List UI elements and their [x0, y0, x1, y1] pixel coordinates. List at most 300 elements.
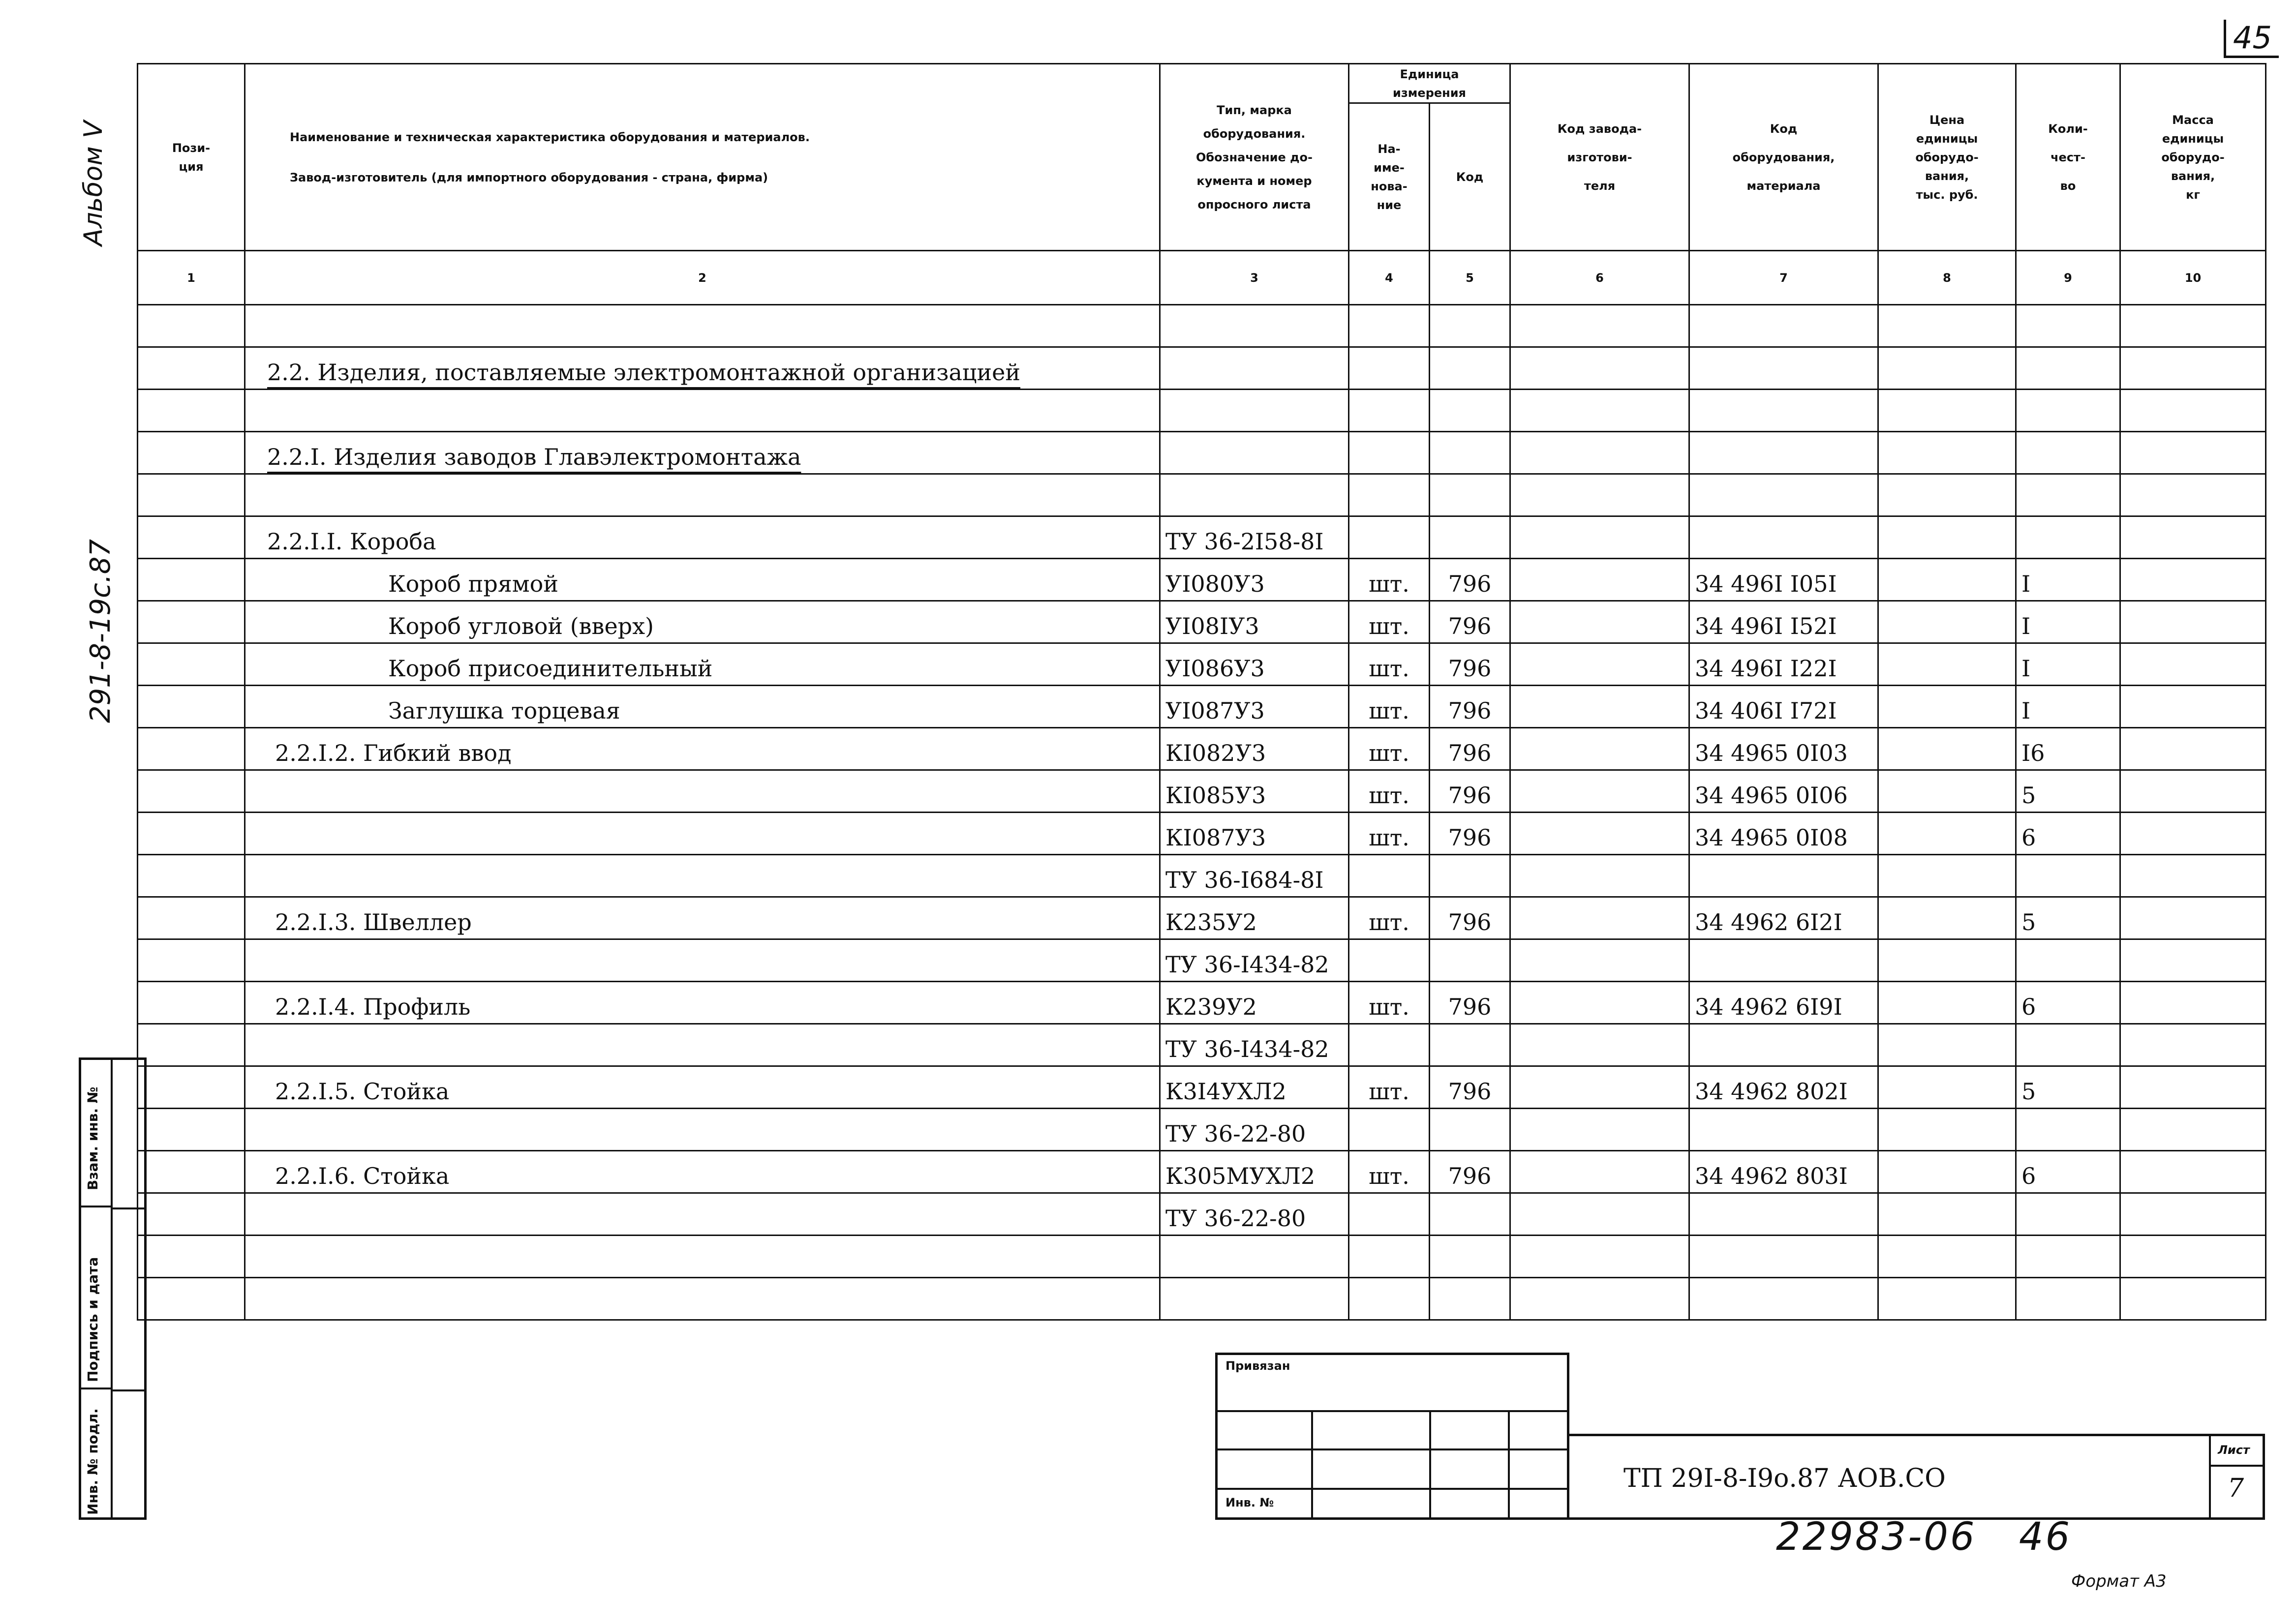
cell-name — [245, 1278, 1160, 1320]
cell-mass — [2120, 390, 2266, 432]
cell-quantity — [2016, 1151, 2120, 1193]
cell-unit-code-text: 796 — [1448, 655, 1492, 682]
page-stamp — [2224, 20, 2279, 58]
cell-position — [138, 1066, 245, 1109]
page-stamp-text: 45 — [2233, 20, 2272, 56]
cell-quantity — [2016, 1278, 2120, 1320]
cell-unit-code — [1430, 559, 1510, 601]
cell-material-code — [1689, 516, 1878, 559]
header-type — [1160, 64, 1349, 251]
cell-name — [245, 982, 1160, 1024]
cell-material-code-text: 34 496I I52I — [1695, 613, 1837, 639]
cell-material-code-text: 34 4962 6I9I — [1695, 994, 1842, 1020]
cell-quantity-text: I6 — [2021, 740, 2045, 766]
cell-mass — [2120, 939, 2266, 982]
header-unit-code — [1430, 103, 1510, 251]
cell-mass — [2120, 1024, 2266, 1066]
cell-name-text: 2.2.I.4. Профиль — [275, 994, 471, 1020]
cell-material-code — [1689, 982, 1878, 1024]
cell-type — [1160, 770, 1349, 813]
cell-unit-code-text: 796 — [1448, 740, 1492, 766]
cell-unit-name — [1349, 347, 1430, 390]
strip-label-inventory: Инв. № подл. — [85, 1408, 101, 1515]
cell-unit-name-text: шт. — [1369, 994, 1409, 1020]
header-row — [138, 64, 2266, 103]
cell-unit-name — [1349, 1024, 1430, 1066]
cell-unit-name — [1349, 559, 1430, 601]
cell-quantity — [2016, 390, 2120, 432]
col-number: 7 — [1689, 251, 1878, 305]
cell-unit-code-text: 796 — [1448, 697, 1492, 724]
cell-plant-code — [1510, 516, 1689, 559]
table-row — [138, 728, 2266, 770]
cell-name — [245, 516, 1160, 559]
col-number: 8 — [1878, 251, 2016, 305]
cell-mass — [2120, 516, 2266, 559]
cell-material-code — [1689, 305, 1878, 347]
cell-name — [245, 1151, 1160, 1193]
table-row — [138, 1024, 2266, 1066]
cell-material-code-text: 34 496I I22I — [1695, 655, 1837, 682]
cell-material-code — [1689, 347, 1878, 390]
cell-type-text: ТУ 36-I434-82 — [1165, 951, 1329, 978]
cell-name-text: Короб угловой (вверх) — [388, 613, 654, 639]
cell-unit-code — [1430, 1193, 1510, 1236]
strip-label-replace: Взам. инв. № — [85, 1086, 101, 1190]
cell-name-text: 2.2.I.6. Стойка — [275, 1163, 450, 1189]
table-row — [138, 686, 2266, 728]
cell-unit-code-text: 796 — [1448, 613, 1492, 639]
cell-unit-code — [1430, 643, 1510, 686]
cell-material-code — [1689, 1109, 1878, 1151]
cell-material-code — [1689, 432, 1878, 474]
cell-unit-code-text: 796 — [1448, 1078, 1492, 1105]
cell-position — [138, 939, 245, 982]
cell-unit-name — [1349, 1193, 1430, 1236]
cell-material-code — [1689, 1151, 1878, 1193]
cell-type-text: К305МУХЛ2 — [1165, 1163, 1316, 1189]
table-row — [138, 1066, 2266, 1109]
cell-quantity-text: 6 — [2021, 824, 2036, 851]
cell-material-code — [1689, 559, 1878, 601]
cell-unit-name-text: шт. — [1369, 655, 1409, 682]
header-unit-group-text: Единица измерения — [1393, 67, 1466, 100]
cell-mass — [2120, 686, 2266, 728]
cell-position — [138, 982, 245, 1024]
header-unit-name — [1349, 103, 1430, 251]
cell-price — [1878, 855, 2016, 897]
cell-name-text: 2.2.I.I. Короба — [267, 528, 436, 555]
cell-mass — [2120, 474, 2266, 516]
cell-unit-code — [1430, 1024, 1510, 1066]
cell-plant-code — [1510, 305, 1689, 347]
header-unit-group — [1349, 64, 1510, 103]
cell-unit-name — [1349, 432, 1430, 474]
cell-price — [1878, 643, 2016, 686]
cell-quantity — [2016, 1236, 2120, 1278]
cell-position — [138, 390, 245, 432]
cell-type-text: К235У2 — [1165, 909, 1257, 935]
cell-name — [245, 559, 1160, 601]
cell-material-code-text: 34 4965 0I03 — [1695, 740, 1848, 766]
cell-position — [138, 728, 245, 770]
cell-name — [245, 390, 1160, 432]
cell-quantity — [2016, 770, 2120, 813]
cell-type-text: К3I4УХЛ2 — [1165, 1078, 1286, 1105]
cell-name — [245, 939, 1160, 982]
header-plant-code — [1510, 64, 1689, 251]
cell-type — [1160, 601, 1349, 643]
cell-quantity — [2016, 686, 2120, 728]
cell-position — [138, 1278, 245, 1320]
cell-unit-name-text: шт. — [1369, 909, 1409, 935]
cell-material-code — [1689, 601, 1878, 643]
cell-type — [1160, 432, 1349, 474]
cell-price — [1878, 686, 2016, 728]
cell-type — [1160, 1024, 1349, 1066]
cell-type-text: ТУ 36-22-80 — [1165, 1120, 1306, 1147]
cell-plant-code — [1510, 1236, 1689, 1278]
cell-name-text: 2.2. Изделия, поставляемые электромонтажной организацией — [267, 359, 1021, 386]
cell-name-text: 2.2.I.3. Швеллер — [275, 909, 472, 935]
cell-plant-code — [1510, 1151, 1689, 1193]
table-row — [138, 897, 2266, 939]
cell-unit-code-text: 796 — [1448, 994, 1492, 1020]
cell-name — [245, 432, 1160, 474]
cell-quantity-text: I — [2021, 571, 2031, 597]
table-row — [138, 1193, 2266, 1236]
cell-unit-name — [1349, 939, 1430, 982]
cell-position — [138, 432, 245, 474]
cell-unit-name — [1349, 601, 1430, 643]
cell-name — [245, 347, 1160, 390]
header-type-text: Тип, марка оборудования. Обозначение до- кумента и номер опросного листа — [1196, 103, 1313, 211]
cell-type — [1160, 559, 1349, 601]
cell-type — [1160, 897, 1349, 939]
cell-plant-code — [1510, 643, 1689, 686]
header-unit-name-text: На- име- нова- ние — [1371, 142, 1408, 212]
cell-unit-code — [1430, 855, 1510, 897]
cell-unit-name-text: шт. — [1369, 1163, 1409, 1189]
cell-price — [1878, 939, 2016, 982]
cell-type-text: УI087У3 — [1165, 697, 1265, 724]
cell-quantity-text: I — [2021, 655, 2031, 682]
cell-position — [138, 1109, 245, 1151]
cell-unit-code — [1430, 390, 1510, 432]
album-label: Альбом V — [79, 121, 108, 246]
cell-price — [1878, 516, 2016, 559]
cell-unit-code — [1430, 939, 1510, 982]
cell-type — [1160, 643, 1349, 686]
header-unit-code-text: Код — [1456, 170, 1484, 184]
cell-material-code — [1689, 1278, 1878, 1320]
header-price-text: Цена единицы оборудо- вания, тыс. руб. — [1915, 113, 1979, 202]
header-quantity — [2016, 64, 2120, 251]
cell-material-code — [1689, 1066, 1878, 1109]
cell-price — [1878, 1151, 2016, 1193]
column-number-row — [138, 251, 2266, 305]
cell-name — [245, 474, 1160, 516]
col-number: 2 — [245, 251, 1160, 305]
cell-position — [138, 686, 245, 728]
cell-mass — [2120, 897, 2266, 939]
cell-unit-name — [1349, 855, 1430, 897]
cell-type — [1160, 347, 1349, 390]
cell-unit-name-text: шт. — [1369, 613, 1409, 639]
cell-position — [138, 305, 245, 347]
cell-mass — [2120, 347, 2266, 390]
inventory-no-label: Инв. № — [1225, 1496, 1274, 1509]
cell-material-code — [1689, 770, 1878, 813]
cell-mass — [2120, 601, 2266, 643]
col-number: 3 — [1160, 251, 1349, 305]
cell-quantity — [2016, 1024, 2120, 1066]
cell-price — [1878, 474, 2016, 516]
cell-name — [245, 1024, 1160, 1066]
cell-material-code — [1689, 897, 1878, 939]
cell-plant-code — [1510, 1066, 1689, 1109]
cell-quantity — [2016, 1109, 2120, 1151]
cell-unit-name — [1349, 982, 1430, 1024]
cell-position — [138, 1024, 245, 1066]
header-position-text: Пози- ция — [172, 141, 211, 174]
cell-type — [1160, 855, 1349, 897]
cell-quantity — [2016, 813, 2120, 855]
cell-unit-code — [1430, 1278, 1510, 1320]
cell-material-code-text: 34 496I I05I — [1695, 571, 1837, 597]
col-number: 9 — [2016, 251, 2120, 305]
cell-plant-code — [1510, 559, 1689, 601]
cell-price — [1878, 982, 2016, 1024]
cell-name — [245, 305, 1160, 347]
cell-quantity-text: 6 — [2021, 1163, 2036, 1189]
cell-unit-name — [1349, 728, 1430, 770]
cell-type-text: КI087У3 — [1165, 824, 1266, 851]
cell-mass — [2120, 982, 2266, 1024]
table-row — [138, 1236, 2266, 1278]
cell-unit-code — [1430, 813, 1510, 855]
cell-position — [138, 516, 245, 559]
col-number: 6 — [1510, 251, 1689, 305]
table-row — [138, 432, 2266, 474]
cell-quantity-text: I — [2021, 697, 2031, 724]
cell-type — [1160, 686, 1349, 728]
cell-unit-name — [1349, 813, 1430, 855]
cell-unit-code — [1430, 1066, 1510, 1109]
cell-unit-name — [1349, 1278, 1430, 1320]
cell-plant-code — [1510, 1193, 1689, 1236]
cell-quantity — [2016, 1193, 2120, 1236]
cell-type-text: ТУ 36-I684-8I — [1165, 867, 1324, 893]
cell-name — [245, 686, 1160, 728]
cell-plant-code — [1510, 1024, 1689, 1066]
cell-type-text: КI082У3 — [1165, 740, 1266, 766]
cell-type — [1160, 1193, 1349, 1236]
cell-name — [245, 1193, 1160, 1236]
cell-plant-code — [1510, 897, 1689, 939]
cell-plant-code — [1510, 728, 1689, 770]
cell-material-code-text: 34 4965 0I06 — [1695, 782, 1848, 809]
cell-plant-code — [1510, 1109, 1689, 1151]
table-row — [138, 390, 2266, 432]
cell-position — [138, 347, 245, 390]
cell-mass — [2120, 1278, 2266, 1320]
cell-name-text: 2.2.I.5. Стойка — [275, 1078, 450, 1105]
table-row — [138, 813, 2266, 855]
cell-material-code — [1689, 728, 1878, 770]
cell-quantity — [2016, 474, 2120, 516]
table-row — [138, 601, 2266, 643]
cell-plant-code — [1510, 770, 1689, 813]
table-row — [138, 770, 2266, 813]
cell-price — [1878, 728, 2016, 770]
cell-material-code — [1689, 1024, 1878, 1066]
cell-position — [138, 1236, 245, 1278]
cell-type — [1160, 1236, 1349, 1278]
cell-unit-code-text: 796 — [1448, 824, 1492, 851]
cell-plant-code — [1510, 601, 1689, 643]
cell-type-text: ТУ 36-2I58-8I — [1165, 528, 1324, 555]
cell-quantity — [2016, 728, 2120, 770]
header-plant-code-text: Код завода- изготови- теля — [1557, 121, 1642, 193]
cell-name — [245, 728, 1160, 770]
table-row — [138, 982, 2266, 1024]
cell-type-text: УI08IУ3 — [1165, 613, 1259, 639]
cell-unit-code — [1430, 1236, 1510, 1278]
cell-name — [245, 643, 1160, 686]
cell-material-code-text: 34 4965 0I08 — [1695, 824, 1848, 851]
cell-type — [1160, 982, 1349, 1024]
cell-price — [1878, 770, 2016, 813]
header-mass-text: Масса единицы оборудо- вания, кг — [2161, 113, 2225, 202]
cell-price — [1878, 390, 2016, 432]
cell-type — [1160, 728, 1349, 770]
header-price — [1878, 64, 2016, 251]
cell-plant-code — [1510, 813, 1689, 855]
col-number: 5 — [1430, 251, 1510, 305]
cell-type — [1160, 390, 1349, 432]
cell-unit-name-text: шт. — [1369, 697, 1409, 724]
cell-unit-name — [1349, 1066, 1430, 1109]
cell-unit-name — [1349, 686, 1430, 728]
table-row — [138, 1278, 2266, 1320]
cell-unit-code-text: 796 — [1448, 1163, 1492, 1189]
cell-price — [1878, 1278, 2016, 1320]
cell-name-text: Короб прямой — [388, 571, 559, 597]
cell-mass — [2120, 728, 2266, 770]
cell-quantity-text: 6 — [2021, 994, 2036, 1020]
cell-position — [138, 474, 245, 516]
cell-position — [138, 897, 245, 939]
table-row — [138, 939, 2266, 982]
cell-mass — [2120, 770, 2266, 813]
cell-price — [1878, 559, 2016, 601]
table-row — [138, 643, 2266, 686]
cell-name — [245, 1109, 1160, 1151]
cell-name-text: 2.2.I.2. Гибкий ввод — [275, 740, 512, 766]
cell-price — [1878, 1109, 2016, 1151]
cell-quantity-text: 5 — [2021, 909, 2036, 935]
cell-unit-code — [1430, 432, 1510, 474]
cell-quantity — [2016, 855, 2120, 897]
cell-quantity — [2016, 939, 2120, 982]
cell-quantity — [2016, 643, 2120, 686]
cell-unit-code — [1430, 1109, 1510, 1151]
cell-type — [1160, 516, 1349, 559]
side-document-number: 291-8-19с.87 — [85, 539, 117, 723]
header-quantity-text: Коли- чест- во — [2048, 121, 2088, 193]
cell-material-code-text: 34 4962 803I — [1695, 1163, 1848, 1189]
cell-unit-code — [1430, 347, 1510, 390]
cell-type-text: ТУ 36-I434-82 — [1165, 1036, 1329, 1062]
cell-unit-name — [1349, 770, 1430, 813]
cell-mass — [2120, 813, 2266, 855]
cell-name — [245, 855, 1160, 897]
cell-type — [1160, 1109, 1349, 1151]
cell-unit-code — [1430, 305, 1510, 347]
cell-unit-code — [1430, 601, 1510, 643]
document-code: ТП 29I-8-I9о.87 АОВ.СО — [1623, 1464, 1946, 1493]
cell-unit-name-text: шт. — [1369, 571, 1409, 597]
cell-plant-code — [1510, 390, 1689, 432]
cell-plant-code — [1510, 347, 1689, 390]
cell-unit-name — [1349, 390, 1430, 432]
cell-type — [1160, 474, 1349, 516]
cell-unit-code-text: 796 — [1448, 571, 1492, 597]
cell-name — [245, 897, 1160, 939]
cell-mass — [2120, 1109, 2266, 1151]
cell-mass — [2120, 305, 2266, 347]
table-row — [138, 305, 2266, 347]
format-label: Формат А3 — [2071, 1571, 2167, 1591]
cell-name — [245, 813, 1160, 855]
cell-mass — [2120, 432, 2266, 474]
cell-price — [1878, 1066, 2016, 1109]
cell-type-text: К239У2 — [1165, 994, 1257, 1020]
cell-type — [1160, 1066, 1349, 1109]
cell-name — [245, 1066, 1160, 1109]
cell-unit-name-text: шт. — [1369, 1078, 1409, 1105]
cell-mass — [2120, 855, 2266, 897]
specification-table — [137, 63, 2266, 1321]
cell-quantity — [2016, 601, 2120, 643]
cell-position — [138, 855, 245, 897]
strip-label-signature: Подпись и дата — [85, 1257, 101, 1382]
cell-price — [1878, 1193, 2016, 1236]
cell-mass — [2120, 1066, 2266, 1109]
table-row — [138, 516, 2266, 559]
col-number: 10 — [2120, 251, 2266, 305]
cell-unit-name-text: шт. — [1369, 824, 1409, 851]
cell-quantity — [2016, 305, 2120, 347]
cell-position — [138, 1193, 245, 1236]
cell-material-code — [1689, 1236, 1878, 1278]
cell-quantity — [2016, 897, 2120, 939]
cell-quantity — [2016, 347, 2120, 390]
cell-type-text: ТУ 36-22-80 — [1165, 1205, 1306, 1232]
cell-quantity — [2016, 432, 2120, 474]
cell-mass — [2120, 1151, 2266, 1193]
cell-name — [245, 770, 1160, 813]
code-box — [1567, 1434, 2265, 1520]
cell-unit-code — [1430, 474, 1510, 516]
cell-unit-code-text: 796 — [1448, 782, 1492, 809]
cell-unit-name — [1349, 516, 1430, 559]
cell-plant-code — [1510, 474, 1689, 516]
table-row — [138, 559, 2266, 601]
privyazan-label: Привязан — [1225, 1359, 1290, 1373]
cell-type — [1160, 1278, 1349, 1320]
